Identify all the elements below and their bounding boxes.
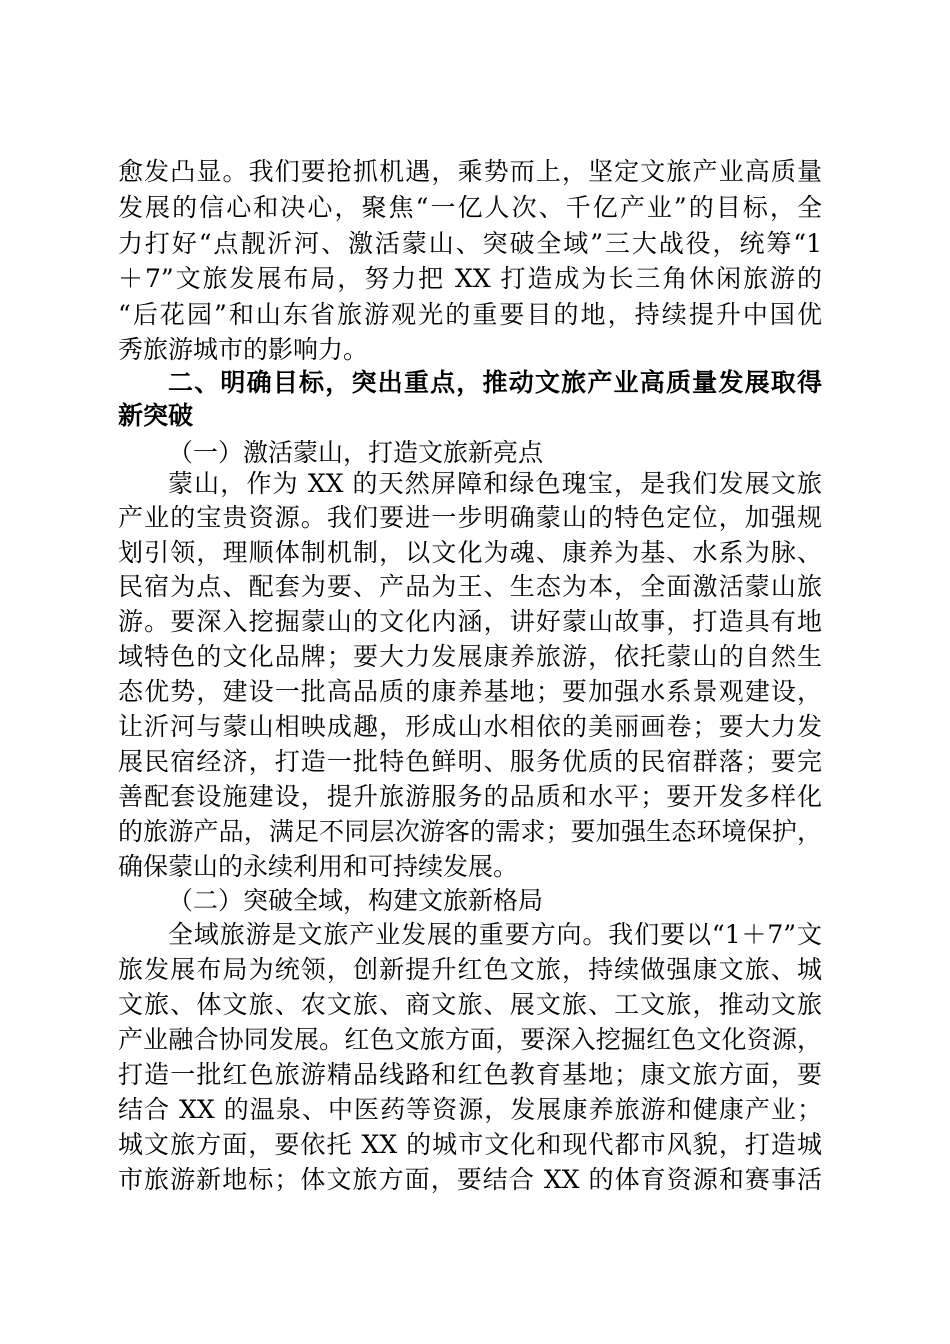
body-text-line: 划引领，理顺体制机制，以文化为魂、康养为基、水系为脉、: [118, 538, 822, 567]
body-text-line: 让沂河与蒙山相映成趣，形成山水相依的美丽画卷；要大力发: [118, 712, 822, 741]
body-text-line: 域特色的文化品牌；要大力发展康养旅游，依托蒙山的自然生: [118, 642, 822, 671]
body-text-line: 力打好“点靓沂河、激活蒙山、突破全域”三大战役，统筹“1: [118, 229, 822, 258]
body-text-line: 秀旅游城市的影响力。: [118, 335, 369, 364]
body-text-line: 产业的宝贵资源。我们要进一步明确蒙山的特色定位，加强规: [118, 503, 822, 532]
body-text-line: 发展的信心和决心，聚焦“一亿人次、千亿产业”的目标，全: [118, 193, 822, 222]
body-text-line: 打造一批红色旅游精品线路和红色教育基地；康文旅方面，要: [118, 1060, 822, 1089]
body-text-line: 市旅游新地标；体文旅方面，要结合 XX 的体育资源和赛事活: [118, 1165, 822, 1194]
body-text-line: “后花园”和山东省旅游观光的重要目的地，持续提升中国优: [118, 300, 822, 329]
body-text-line: 的旅游产品，满足不同层次游客的需求；要加强生态环境保护，: [118, 817, 822, 846]
body-text-line: 城文旅方面，要依托 XX 的城市文化和现代都市风貌，打造城: [118, 1130, 822, 1159]
body-text-line: 旅发展布局为统领，创新提升红色文旅，持续做强康文旅、城: [118, 955, 822, 984]
body-text-line: ＋7”文旅发展布局，努力把 XX 打造成为长三角休闲旅游的: [118, 264, 822, 293]
subsection-heading: （一）激活蒙山，打造文旅新亮点: [168, 438, 544, 467]
body-text-line: 确保蒙山的永续利用和可持续发展。: [118, 852, 519, 881]
body-text-line: 愈发凸显。我们要抢抓机遇，乘势而上，坚定文旅产业高质量: [118, 157, 822, 186]
body-text-line: 展民宿经济，打造一批特色鲜明、服务优质的民宿群落；要完: [118, 747, 822, 776]
body-text-line: 善配套设施建设，提升旅游服务的品质和水平；要开发多样化: [118, 782, 822, 811]
body-text-line: 蒙山，作为 XX 的天然屏障和绿色瑰宝，是我们发展文旅: [168, 469, 822, 498]
section-heading: 新突破: [118, 401, 194, 430]
body-text-line: 结合 XX 的温泉、中医药等资源，发展康养旅游和健康产业；: [118, 1095, 822, 1124]
body-text-line: 游。要深入挖掘蒙山的文化内涵，讲好蒙山故事，打造具有地: [118, 607, 822, 636]
body-text-line: 态优势，建设一批高品质的康养基地；要加强水系景观建设，: [118, 677, 822, 706]
subsection-heading: （二）突破全域，构建文旅新格局: [168, 886, 544, 915]
body-text-line: 民宿为点、配套为要、产品为王、生态为本，全面激活蒙山旅: [118, 572, 822, 601]
body-text-line: 产业融合协同发展。红色文旅方面，要深入挖掘红色文化资源，: [118, 1025, 822, 1054]
body-text-line: 文旅、体文旅、农文旅、商文旅、展文旅、工文旅，推动文旅: [118, 990, 822, 1019]
section-heading: 二、明确目标，突出重点，推动文旅产业高质量发展取得: [168, 368, 822, 397]
body-text-line: 全域旅游是文旅产业发展的重要方向。我们要以“1＋7”文: [168, 920, 822, 949]
